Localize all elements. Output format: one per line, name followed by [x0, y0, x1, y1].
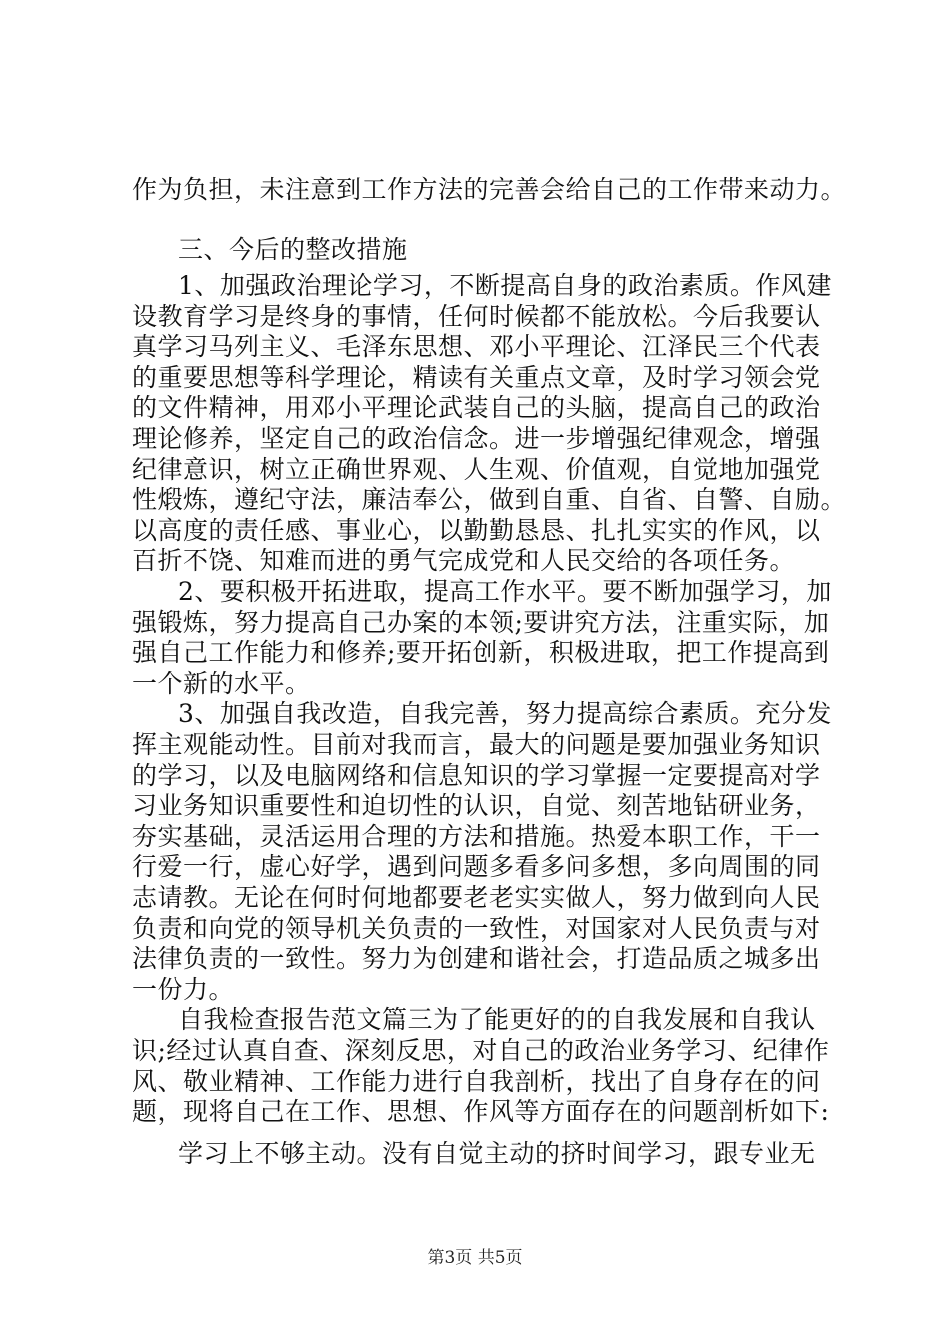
text-line: 1、加强政治理论学习，不断提高自身的政治素质。作风建 — [178, 271, 832, 300]
text-line: 挥主观能动性。目前对我而言，最大的问题是要加强业务知识 — [132, 730, 821, 759]
text-line: 题，现将自己在工作、思想、作风等方面存在的问题剖析如下: — [132, 1097, 830, 1127]
text-line: 一个新的水平。 — [132, 668, 311, 698]
text-line: 法律负责的一致性。努力为创建和谐社会，打造品质之城多出 — [132, 944, 821, 974]
text-line: 理论修养，坚定自己的政治信念。进一步增强纪律观念，增强 — [132, 424, 821, 453]
text-line: 负责和向党的领导机关负责的一致性，对国家对人民负责与对 — [132, 913, 821, 943]
text-line: 3、加强自我改造，自我完善，努力提高综合素质。充分发 — [178, 699, 832, 729]
text-line: 作为负担，未注意到工作方法的完善会给自己的工作带来动力。 — [132, 175, 847, 204]
text-line: 识;经过认真自查、深刻反思，对自己的政治业务学习、纪律作 — [132, 1036, 830, 1065]
text-line: 设教育学习是终身的事情，任何时候都不能放松。今后我要认 — [132, 301, 821, 331]
text-line: 一份力。 — [132, 974, 235, 1004]
text-line: 真学习马列主义、毛泽东思想、邓小平理论、江泽民三个代表 — [132, 332, 821, 362]
text-line: 强自己工作能力和修养;要开拓创新，积极进取，把工作提高到 — [132, 638, 830, 668]
text-line: 风、敬业精神、工作能力进行自我剖析，找出了自身存在的问 — [132, 1066, 821, 1096]
text-line: 的重要思想等科学理论，精读有关重点文章，及时学习领会党 — [132, 362, 821, 392]
text-line: 强锻炼，努力提高自己办案的本领;要讲究方法，注重实际，加 — [132, 607, 830, 637]
text-line: 以高度的责任感、事业心，以勤勤恳恳、扎扎实实的作风，以 — [132, 515, 821, 545]
text-line: 习业务知识重要性和迫切性的认识，自觉、刻苦地钻研业务， — [132, 791, 821, 821]
text-line: 性煅炼，遵纪守法，廉洁奉公，做到自重、自省、自警、自励。 — [132, 485, 847, 515]
text-line: 自我检查报告范文篇三为了能更好的的自我发展和自我认 — [178, 1005, 816, 1035]
text-line: 行爱一行，虚心好学，遇到问题多看多问多想，多向周围的同 — [132, 852, 821, 882]
text-line: 夯实基础，灵活运用合理的方法和措施。热爱本职工作，干一 — [132, 821, 821, 851]
text-line: 2、要积极开拓进取，提高工作水平。要不断加强学习，加 — [178, 577, 832, 606]
text-line: 学习上不够主动。没有自觉主动的挤时间学习，跟专业无 — [178, 1139, 816, 1168]
text-line: 纪律意识，树立正确世界观、人生观、价值观，自觉地加强党 — [132, 454, 821, 484]
text-line: 百折不饶、知难而进的勇气完成党和人民交给的各项任务。 — [132, 546, 796, 576]
text-line: 的文件精神，用邓小平理论武装自己的头脑，提高自己的政治 — [132, 393, 821, 423]
text-line: 三、今后的整改措施 — [178, 235, 408, 264]
page-footer: 第3页 共5页 — [427, 1248, 523, 1268]
text-line: 的学习，以及电脑网络和信息知识的学习掌握一定要提高对学 — [132, 760, 821, 790]
text-line: 志请教。无论在何时何地都要老老实实做人，努力做到向人民 — [132, 883, 821, 912]
